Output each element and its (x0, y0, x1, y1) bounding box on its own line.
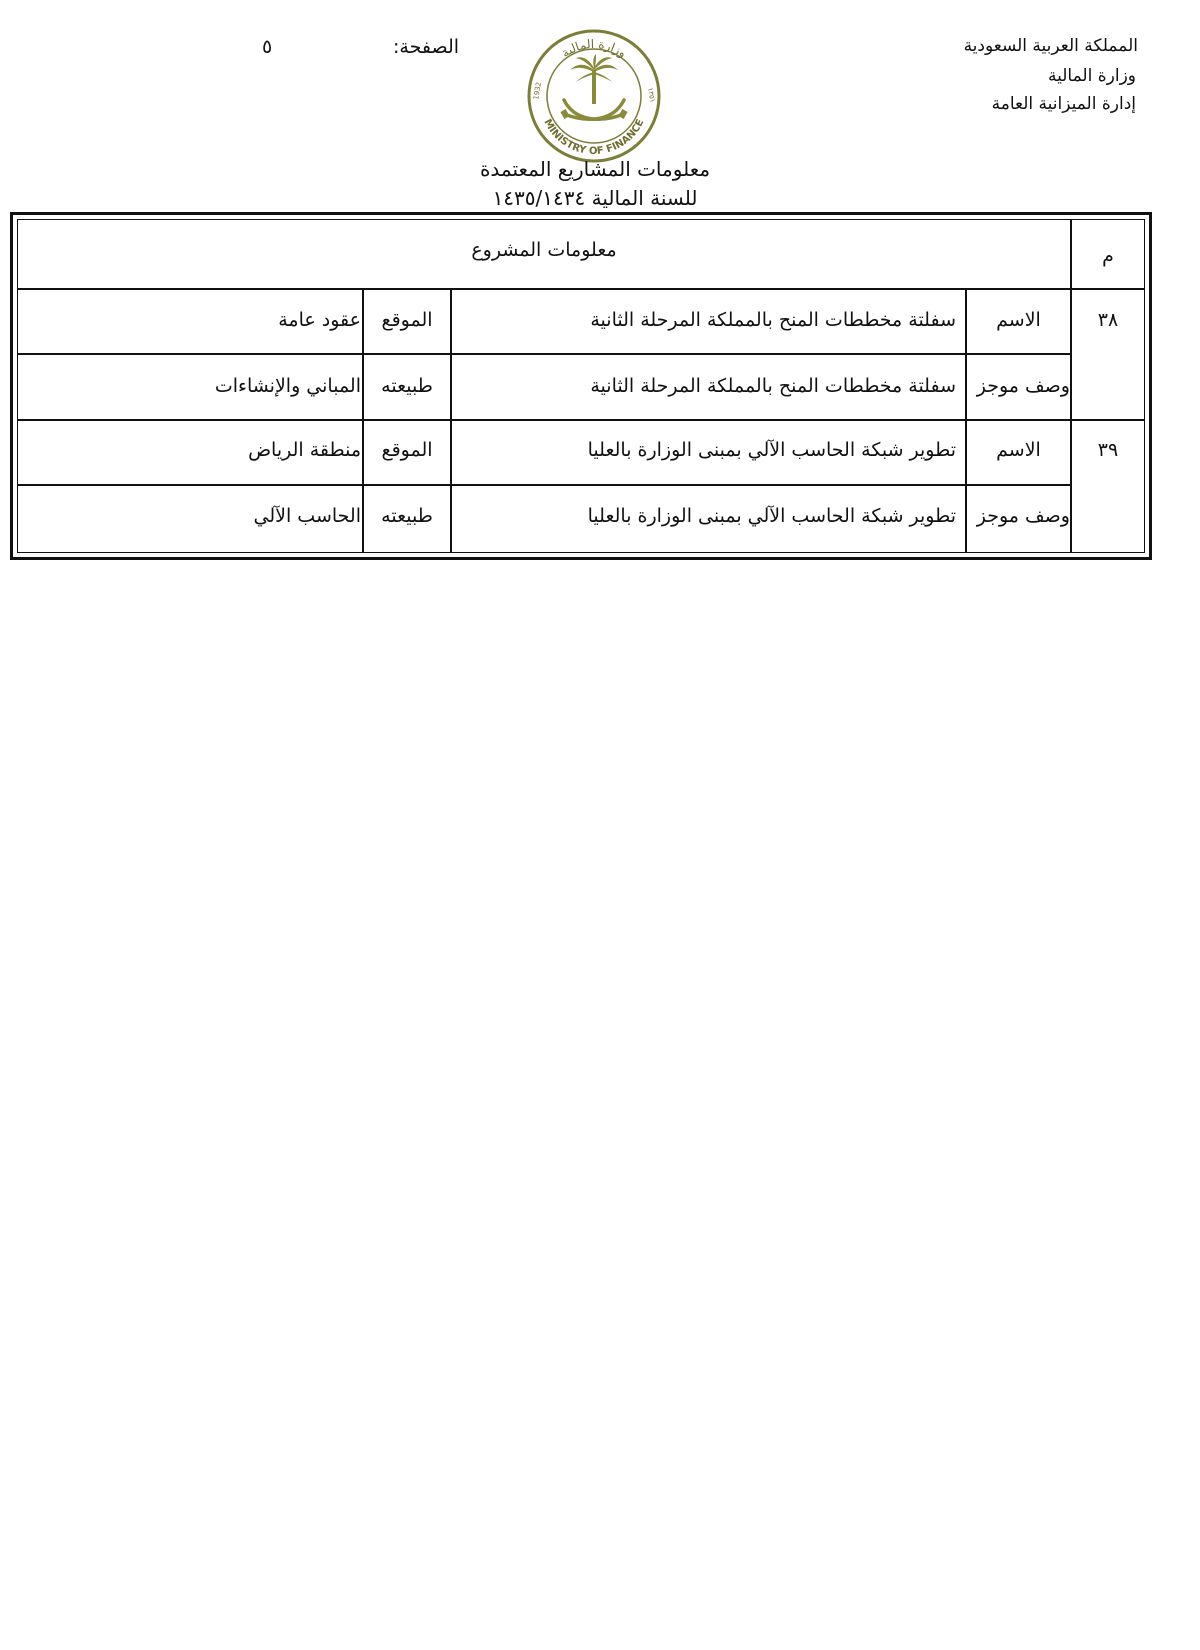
table-divider (18, 353, 1072, 355)
location-label: الموقع (381, 439, 433, 461)
ministry-name: وزارة المالية (1048, 66, 1136, 86)
nature-label: طبيعته (381, 505, 433, 527)
project-description: تطوير شبكة الحاسب الآلي بمبنى الوزارة بالعليا (587, 505, 956, 527)
table-divider (18, 288, 1144, 290)
description-label: وصف موجز (976, 375, 1070, 397)
seal-year-right: ١٣٥١ (646, 86, 657, 104)
projects-table-inner (17, 219, 1145, 553)
project-location: عقود عامة (278, 309, 361, 331)
name-label: الاسم (996, 309, 1041, 331)
ministry-of-finance-seal-icon (526, 28, 662, 164)
table-divider (18, 484, 1072, 486)
page-number: ٥ (262, 36, 273, 58)
nature-label: طبيعته (381, 375, 433, 397)
seal-english-text: MINISTRY OF FINANCE (541, 117, 647, 158)
row-index: ٣٨ (1097, 309, 1119, 331)
description-label: وصف موجز (976, 505, 1070, 527)
name-label: الاسم (996, 439, 1041, 461)
document-title: معلومات المشاريع المعتمدة (479, 157, 711, 181)
table-divider (1070, 220, 1072, 552)
project-location: منطقة الرياض (248, 439, 361, 461)
department-name: إدارة الميزانية العامة (991, 94, 1136, 114)
project-nature: الحاسب الآلي (253, 505, 361, 527)
seal-arabic-text: وزارة المالية (558, 36, 630, 61)
table-divider (450, 288, 452, 552)
project-name: سفلتة مخططات المنح بالمملكة المرحلة الثانية (590, 309, 956, 331)
location-label: الموقع (381, 309, 433, 331)
page-label: الصفحة: (393, 36, 460, 58)
seal-year-left: 1932 (532, 81, 544, 101)
column-header-project-info: معلومات المشروع (471, 239, 617, 261)
fiscal-year-title: للسنة المالية ١٤٣٥/١٤٣٤ (492, 186, 698, 210)
project-description: سفلتة مخططات المنح بالمملكة المرحلة الثانية (590, 375, 956, 397)
kingdom-name: المملكة العربية السعودية (963, 36, 1138, 56)
table-divider (18, 419, 1144, 421)
project-nature: المباني والإنشاءات (214, 375, 361, 397)
column-header-index: م (1102, 245, 1114, 267)
projects-table (10, 212, 1152, 560)
row-index: ٣٩ (1097, 439, 1119, 461)
project-name: تطوير شبكة الحاسب الآلي بمبنى الوزارة بالعليا (587, 439, 956, 461)
